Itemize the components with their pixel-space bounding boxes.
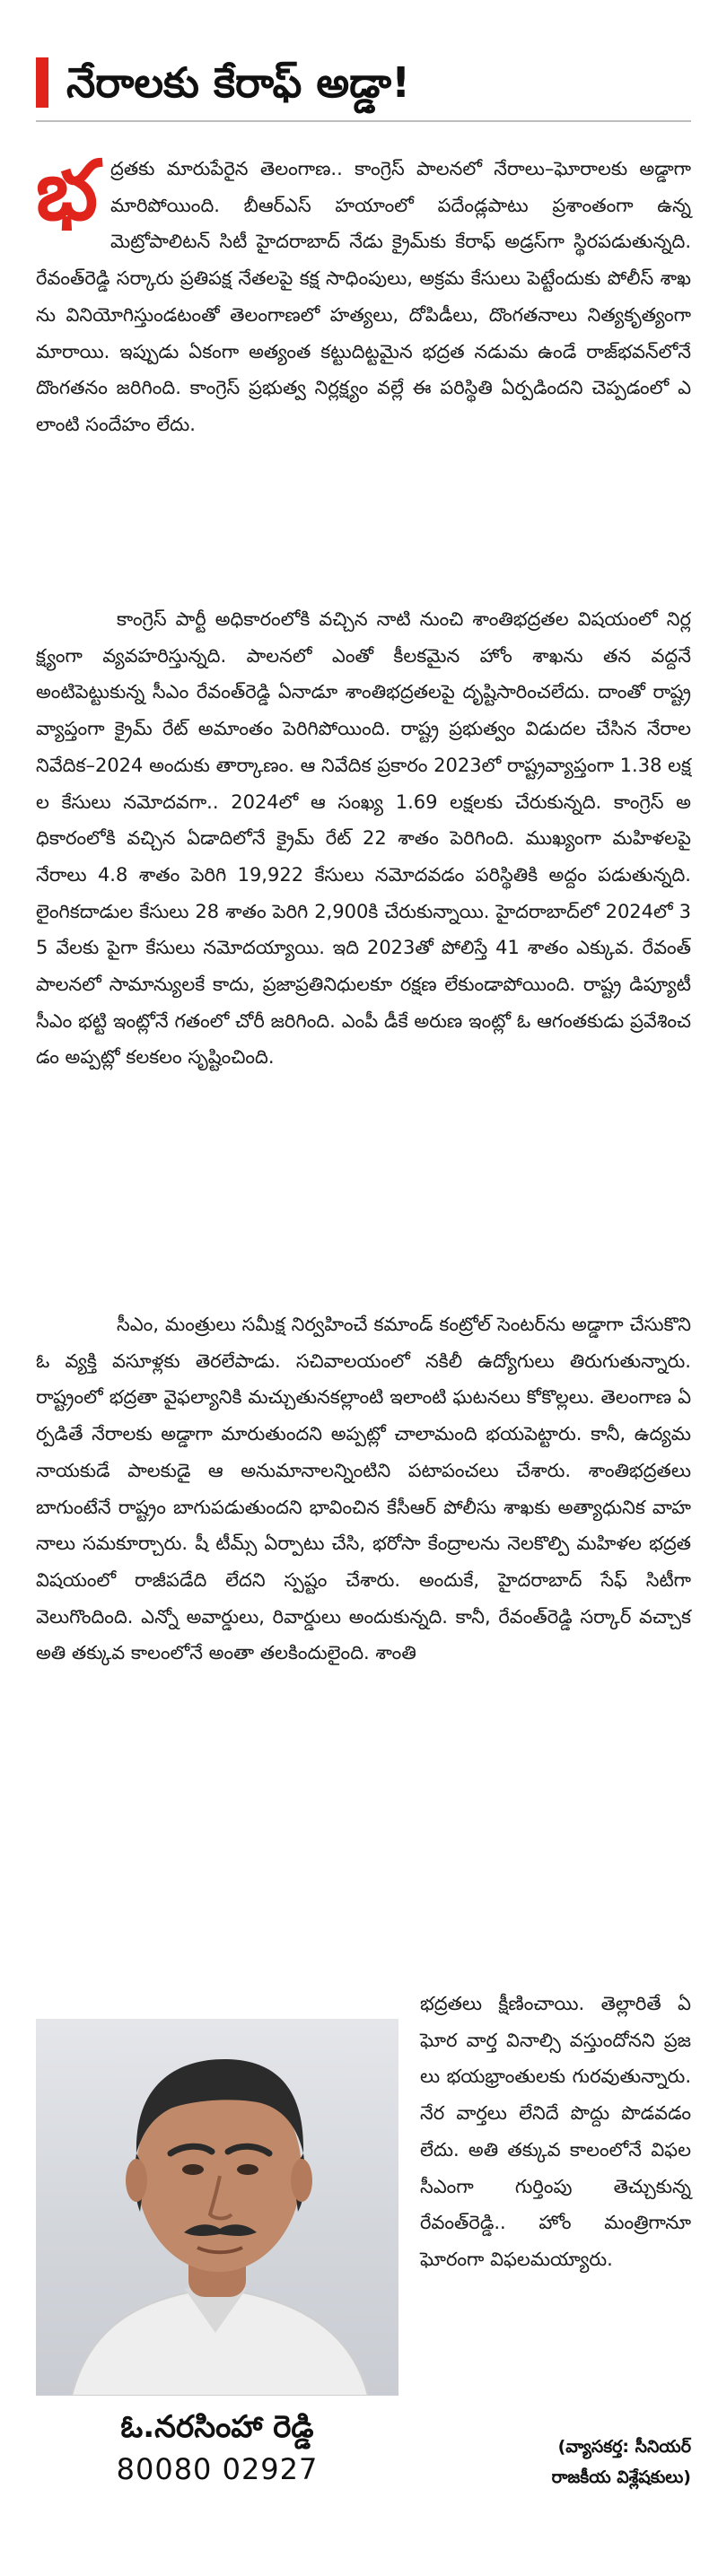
headline-divider: [36, 120, 691, 122]
headline: [36, 56, 691, 109]
paragraph-2-text: కాంగ్రెస్ పార్టీ అధికారంలోకి వచ్చిన నాటి నుంచి శాంతిభద్రతల విషయంలో నిర్లక్ష్యంగా వ్యవహరిస్తున్నది. పాలనలో ఎంతో కీలకమైన హోం శాఖను తన వద్దనే అంటిపెట్టుకున్న సీఎం రేవంత్‌రెడ్డి ఏనాడూ శాంతిభద్రతలపై దృష్టిసారించలేదు. దాంతో రాష్ట్రవ్యాప్తంగా క్రైమ్ రేట్ అమాంతం పెరిగిపోయింది. రాష్ట్ర ప్రభుత్వం విడుదల చేసిన నేరాల నివేదిక–2024 అందుకు తార్కాణం. ఆ నివేదిక ప్రకారం 2023లో రాష్ట్రవ్యాప్తంగా 1.38 లక్షల కేసులు నమోదవగా.. 2024లో ఆ సంఖ్య 1.69 లక్షలకు చేరుకున్నది. కాంగ్రెస్ అధికారంలోకి వచ్చిన ఏడాదిలోనే క్రైమ్ రేట్ 22 శాతం పెరిగింది. ముఖ్యంగా మహిళలపై నేరాలు 4.8 శాతం పెరిగి 19,922 కేసులు నమోదవడం పరిస్థితికి అద్దం పడుతున్నది. లైంగికదాడుల కేసులు 28 శాతం పెరిగి 2,900కి చేరుకున్నాయి. హైదరాబాద్‌లో 2024లో 35 వేలకు పైగా కేసులు నమోదయ్యాయి. ఇది 2023తో పోలిస్తే 41 శాతం ఎక్కువ. రేవంత్ పాలనలో సామాన్యులకే కాదు, ప్రజాప్రతినిధులకూ రక్షణ లేకుండాపోయింది. రాష్ట్ర డిప్యూటీ సీఎం భట్టి ఇంట్లోనే గతంలో చోరీ జరిగింది. ఎంపీ డీకే అరుణ ఇంట్లో ఓ ఆగంతకుడు ప్రవేశించడం అప్పట్లో కలకలం సృష్టించింది.: [36, 608, 691, 1069]
headline-title: నేరాలకు కేరాఫ్ అడ్డా!: [66, 58, 411, 107]
paragraph-3: [36, 1306, 691, 1672]
paragraph-4: [420, 1986, 691, 2278]
author-photo: [36, 2019, 398, 2396]
paragraph-4-text: భద్రతలు క్షీణించాయి. తెల్లారితే ఏ ఘోర వార్త వినాల్సి వస్తుందోనని ప్రజలు భయభ్రాంతులకు గురవుతున్నారు. నేర వార్తలు లేనిదే పొద్దు పొడవడం లేదు. అతి తక్కువ కాలంలోనే విఫల సీఎంగా గుర్తింపు తెచ్చుకున్న రేవంత్‌రెడ్డి.. హోం మంత్రిగానూ ఘోరంగా విఫలమయ్యారు.: [420, 1993, 691, 2270]
author-credit: [422, 2432, 691, 2493]
headline-accent-bar: [36, 57, 48, 108]
author-credit-line-1: (వ్యాసకర్త: సీనియర్: [557, 2437, 691, 2457]
paragraph-1-text: ద్రతకు మారుపేరైన తెలంగాణ.. కాంగ్రెస్ పాలనలో నేరాలు–ఘోరాలకు అడ్డాగా మారిపోయింది. బీఆర్ఎస్ హయాంలో పదేండ్లపాటు ప్రశాంతంగా ఉన్న మెట్రోపాలిటన్ సిటీ హైదరాబాద్ నేడు క్రైమ్‌కు కేరాఫ్ అడ్రస్‌గా స్థిరపడుతున్నది. రేవంత్‌రెడ్డి సర్కారు ప్రతిపక్ష నేతలపై కక్ష సాధింపులు, అక్రమ కేసులు పెట్టేందుకు పోలీస్ శాఖను వినియోగిస్తుండటంతో తెలంగాణలో హత్యలు, దోపిడీలు, దొంగతనాలు నిత్యకృత్యంగా మారాయి. ఇప్పుడు ఏకంగా అత్యంత కట్టుదిట్టమైన భద్రత నడుమ ఉండే రాజ్‌భవన్‌లోనే దొంగతనం జరిగింది. కాంగ్రెస్ ప్రభుత్వ నిర్లక్ష్యం వల్లే ఈ పరిస్థితి ఏర్పడిందని చెప్పడంలో ఎలాంటి సందేహం లేదు.: [36, 158, 692, 435]
author-portrait-image: [36, 2019, 398, 2396]
author-credit-line-2: రాజకీయ విశ్లేషకులు): [551, 2467, 691, 2487]
paragraph-2: [36, 601, 691, 1076]
author-phone: 80080 02927: [116, 2452, 319, 2486]
paragraph-1: [36, 143, 692, 443]
drop-cap: భ: [36, 143, 98, 239]
author-name: ఓ.నరసింహా రెడ్డి: [120, 2409, 314, 2445]
paragraph-3-text: సీఎం, మంత్రులు సమీక్ష నిర్వహించే కమాండ్ కంట్రోల్ సెంటర్‌ను అడ్డాగా చేసుకొని ఓ వ్యక్తి వసూళ్లకు తెరలేపాడు. సచివాలయంలో నకిలీ ఉద్యోగులు తిరుగుతున్నారు. రాష్ట్రంలో భద్రతా వైఫల్యానికి మచ్చుతునకల్లాంటి ఇలాంటి ఘటనలు కోకొల్లలు. తెలంగాణ ఏర్పడితే నేరాలకు అడ్డాగా మారుతుందని అప్పట్లో చాలామంది భయపెట్టారు. కానీ, ఉద్యమ నాయకుడే పాలకుడై ఆ అనుమానాలన్నింటిని పటాపంచలు చేశారు. శాంతిభద్రతలు బాగుంటేనే రాష్ట్రం బాగుపడుతుందని భావించిన కేసీఆర్ పోలీసు శాఖకు అత్యాధునిక వాహనాలు సమకూర్చారు. షీ టీమ్స్ ఏర్పాటు చేసి, భరోసా కేంద్రాలను నెలకొల్పి మహిళల భద్రత విషయంలో రాజీపడేది లేదని స్పష్టం చేశారు. అందుకే, హైదరాబాద్ సేఫ్ సిటీగా వెలుగొందింది. ఎన్నో అవార్డులు, రివార్డులు అందుకున్నది. కానీ, రేవంత్‌రెడ్డి సర్కార్ వచ్చాక అతి తక్కువ కాలంలోనే అంతా తలకిందులైంది. శాంతి: [36, 1314, 691, 1664]
